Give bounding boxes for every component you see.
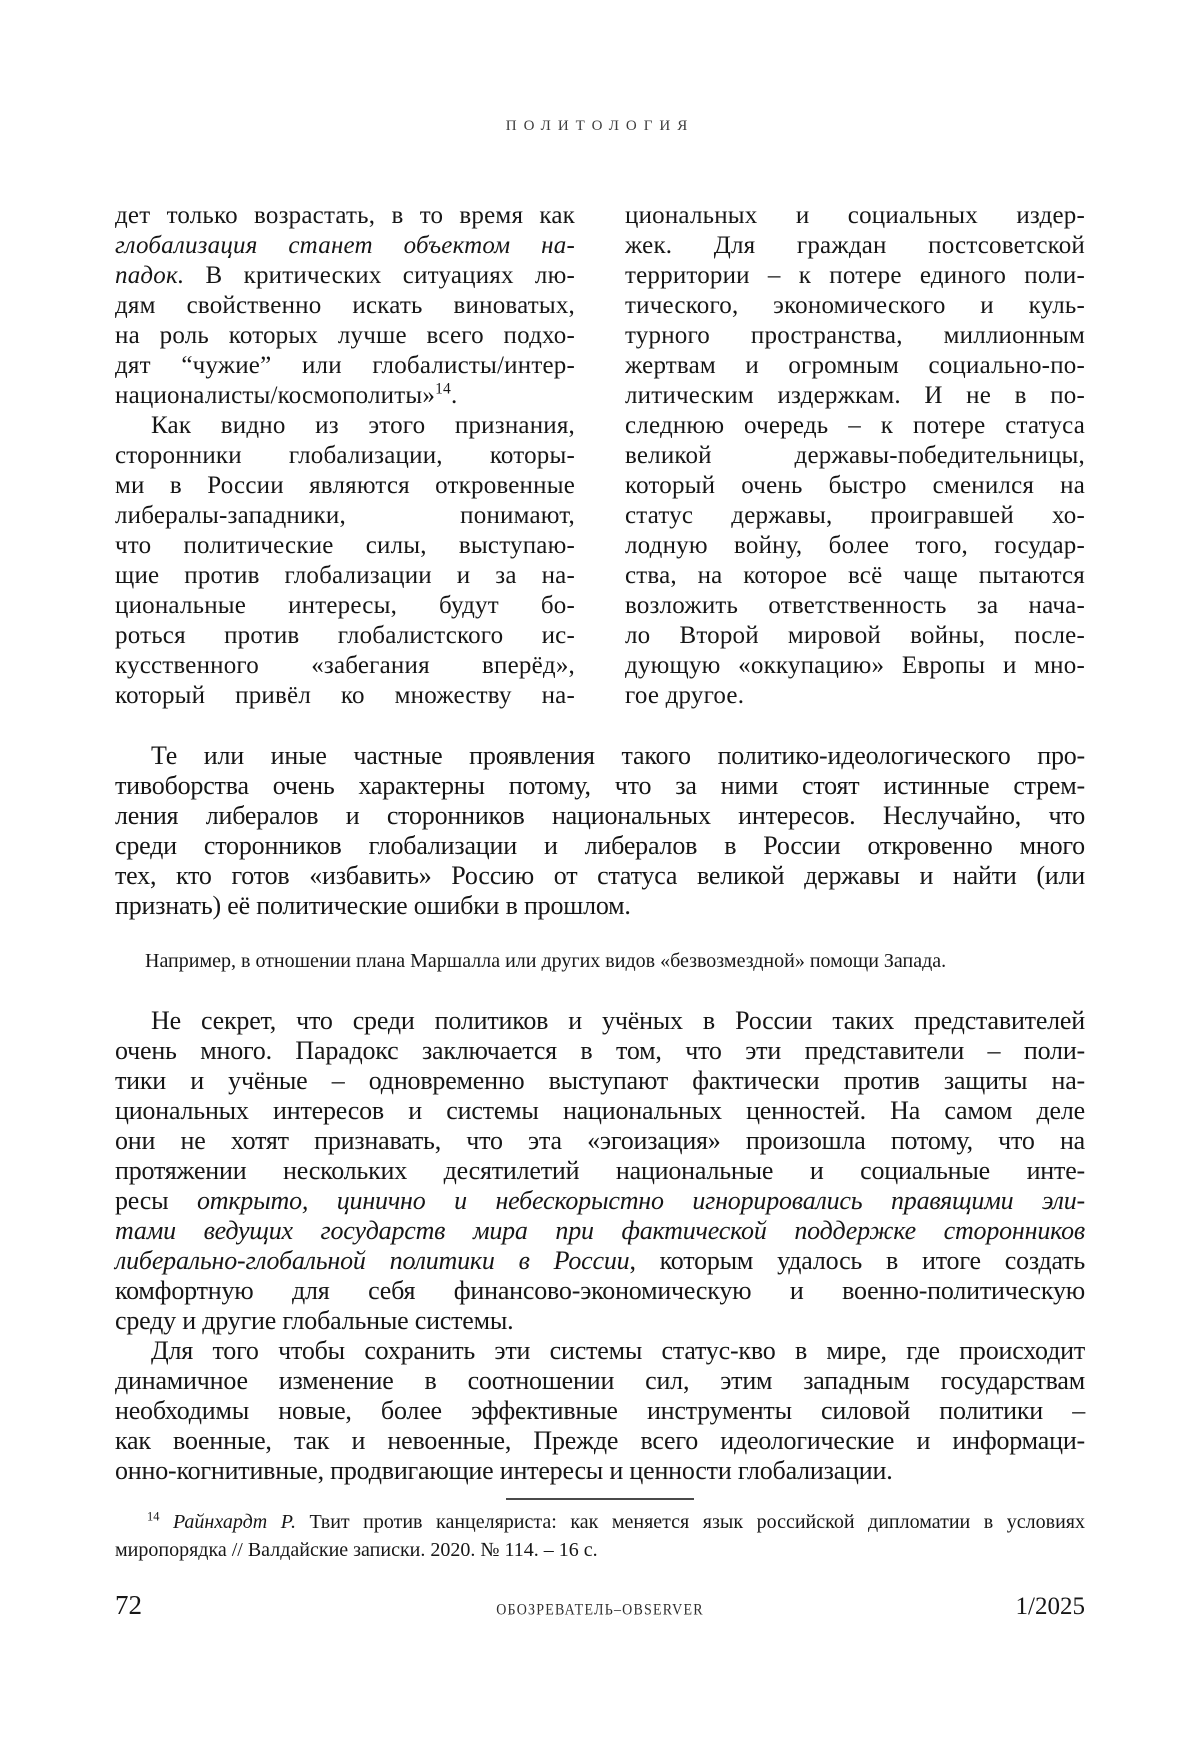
text-segment: националисты/космополиты» xyxy=(115,382,436,409)
text-line xyxy=(115,861,1085,891)
text-line xyxy=(115,1366,1085,1396)
text-line xyxy=(115,561,575,591)
text-segment: ления либералов и сторонников национальных интересов. Неслучайно, что xyxy=(115,801,1085,830)
text-line xyxy=(115,261,575,291)
text-line xyxy=(115,1096,1085,1126)
text-segment: онно-когнитивные, продвигающие интересы и ценности глобализации. xyxy=(115,1456,893,1485)
text-segment: протяжении нескольких десятилетий национальные и социальные инте- xyxy=(115,1156,1085,1185)
text-segment: территории – к потере единого поли- xyxy=(625,262,1085,289)
text-line xyxy=(115,1426,1085,1456)
text-segment: падок. xyxy=(115,262,185,289)
text-line xyxy=(115,531,575,561)
text-segment: сторонники глобализации, которы- xyxy=(115,442,575,469)
text-segment: комфортную для себя финансово-экономическую и военно-политическую xyxy=(115,1276,1085,1305)
text-segment: среду и другие глобальные системы. xyxy=(115,1306,514,1335)
text-segment: Райнхардт Р. xyxy=(172,1511,296,1533)
text-line xyxy=(115,351,575,381)
text-segment: открыто, цинично и небескорыстно игнорировались правящими эли- xyxy=(196,1186,1085,1215)
text-line xyxy=(115,321,575,351)
text-segment: следнюю очередь – к потере статуса xyxy=(625,412,1085,439)
text-line xyxy=(115,201,575,231)
text-segment: глобализация станет объектом на- xyxy=(115,232,575,259)
paragraph-1 xyxy=(115,741,1085,921)
text-segment: ресы xyxy=(115,1186,197,1215)
text-segment: циональные интересы, будут бо- xyxy=(115,592,575,619)
text-segment: дующую «оккупацию» Европы и мно- xyxy=(625,652,1085,679)
text-line xyxy=(625,621,1085,651)
page-number: 72 xyxy=(115,1590,142,1620)
text-segment: щие против глобализации и за на- xyxy=(115,562,575,589)
text-segment: Твит против канцеляриста: как меняется язык российской дипломатии в условиях xyxy=(295,1511,1085,1533)
text-line xyxy=(115,591,575,621)
text-line xyxy=(625,261,1085,291)
text-segment: тами ведущих государств мира при фактической поддержке сторонников xyxy=(115,1216,1085,1245)
text-segment: гое другое. xyxy=(625,682,745,709)
text-line xyxy=(625,681,1085,711)
text-line xyxy=(115,651,575,681)
text-segment: необходимы новые, более эффективные инструменты силовой политики – xyxy=(115,1396,1085,1425)
text-segment: который привёл ко множеству на- xyxy=(115,682,575,709)
text-line xyxy=(115,1306,1085,1336)
text-line xyxy=(115,1396,1085,1426)
text-segment: возложить ответственность за нача- xyxy=(625,592,1085,619)
text-line xyxy=(625,201,1085,231)
text-segment: , которым удалось в итоге создать xyxy=(629,1246,1085,1275)
text-line xyxy=(115,441,575,471)
text-line xyxy=(115,681,575,711)
text-line xyxy=(625,231,1085,261)
column-right xyxy=(625,201,1085,711)
text-line xyxy=(115,1036,1085,1066)
text-segment: ства, на которое всё чаще пытаются xyxy=(625,562,1085,589)
footnote xyxy=(115,1508,1085,1564)
text-segment: ми в России являются откровенные xyxy=(115,472,575,499)
journal-title: ОБОЗРЕВАТЕЛЬ–OBSERVER xyxy=(496,1601,704,1620)
page-footer xyxy=(115,1590,1085,1621)
text-line xyxy=(625,381,1085,411)
text-segment: Для того чтобы сохранить эти системы статус-кво в мире, где происходит xyxy=(151,1336,1085,1365)
text-segment: признать) её политические ошибки в прошлом. xyxy=(115,891,631,920)
text-segment: В критических ситуациях лю- xyxy=(184,262,575,289)
text-segment: Те или иные частные проявления такого политико-идеологического про- xyxy=(151,741,1085,770)
text-line xyxy=(115,1126,1085,1156)
text-line xyxy=(115,411,575,441)
text-segment: на роль которых лучше всего подхо- xyxy=(115,322,575,349)
text-line xyxy=(115,1508,1085,1536)
text-segment: либерально-глобальной политики в России xyxy=(115,1246,630,1275)
text-line xyxy=(115,741,1085,771)
text-line xyxy=(115,231,575,261)
text-line xyxy=(115,381,575,411)
text-segment: дет только возрастать, в то время как xyxy=(115,202,575,229)
text-segment: 14 xyxy=(147,1509,160,1524)
paragraph-2 xyxy=(115,1006,1085,1336)
text-line xyxy=(625,351,1085,381)
text-line xyxy=(115,891,1085,921)
text-segment: Как видно из этого признания, xyxy=(151,412,575,439)
text-segment xyxy=(159,1511,173,1533)
text-segment: как военные, так и невоенные, Прежде всего идеологические и информаци- xyxy=(115,1426,1085,1455)
text-line xyxy=(115,1536,1085,1564)
text-segment: ло Второй мировой войны, после- xyxy=(625,622,1085,649)
text-segment: статус державы, проигравшей хо- xyxy=(625,502,1085,529)
text-segment: . xyxy=(451,382,458,409)
text-segment: роться против глобалистского ис- xyxy=(115,622,575,649)
text-segment: тики и учёные – одновременно выступают фактически против защиты на- xyxy=(115,1066,1085,1095)
text-segment: динамичное изменение в соотношении сил, этим западным государствам xyxy=(115,1366,1085,1395)
paragraph-3 xyxy=(115,1336,1085,1486)
text-segment: тического, экономического и куль- xyxy=(625,292,1085,319)
column-left xyxy=(115,201,575,711)
text-line xyxy=(115,1186,1085,1216)
text-line xyxy=(625,591,1085,621)
text-segment: Например, в отношении плана Маршалла или других видов «безвозмездной» помощи Запада. xyxy=(145,950,947,972)
inline-note xyxy=(115,949,1085,974)
text-segment: что политические силы, выступаю- xyxy=(115,532,575,559)
text-segment: лодную войну, более того, государ- xyxy=(625,532,1085,559)
text-line xyxy=(115,1066,1085,1096)
text-segment: дям свойственно искать виноватых, xyxy=(115,292,575,319)
footnote-separator xyxy=(506,1498,694,1500)
text-line xyxy=(115,1006,1085,1036)
text-segment: миропорядка // Валдайские записки. 2020. № 114. – 16 с. xyxy=(115,1539,598,1561)
text-line xyxy=(115,1156,1085,1186)
text-line xyxy=(625,561,1085,591)
issue-number: 1/2025 xyxy=(1015,1593,1085,1620)
text-segment: они не хотят признавать, что эта «эгоизация» произошла потому, что на xyxy=(115,1126,1085,1155)
text-segment: либералы-западники, понимают, xyxy=(115,502,575,529)
text-segment: очень много. Парадокс заключается в том, что эти представители – поли- xyxy=(115,1036,1085,1065)
text-segment: среди сторонников глобализации и либералов в России откровенно много xyxy=(115,831,1085,860)
text-line xyxy=(625,321,1085,351)
text-segment: жертвам и огромным социально-по- xyxy=(625,352,1085,379)
text-line xyxy=(115,1276,1085,1306)
text-segment: тивоборства очень характерны потому, что за ними стоят истинные стрем- xyxy=(115,771,1085,800)
text-segment: великой державы-победительницы, xyxy=(625,442,1085,469)
text-segment: дят “чужие” или глобалисты/интер- xyxy=(115,352,575,379)
text-line xyxy=(115,1336,1085,1366)
two-column-text xyxy=(115,201,1085,711)
text-line xyxy=(115,1246,1085,1276)
text-segment: 14 xyxy=(435,380,451,398)
text-line xyxy=(625,441,1085,471)
text-line xyxy=(115,1456,1085,1486)
text-line xyxy=(625,291,1085,321)
text-line xyxy=(115,1216,1085,1246)
text-line xyxy=(625,651,1085,681)
text-line xyxy=(625,411,1085,441)
text-segment: Не секрет, что среди политиков и учёных в России таких представителей xyxy=(151,1006,1085,1035)
text-line xyxy=(115,771,1085,801)
text-segment: циональных интересов и системы национальных ценностей. На самом деле xyxy=(115,1096,1085,1125)
text-segment: который очень быстро сменился на xyxy=(625,472,1085,499)
text-segment: тех, кто готов «избавить» Россию от статуса великой державы и найти (или xyxy=(115,861,1085,890)
text-line xyxy=(115,949,1085,974)
text-line xyxy=(115,471,575,501)
text-segment: жек. Для граждан постсоветской xyxy=(625,232,1085,259)
text-line xyxy=(115,801,1085,831)
text-line xyxy=(115,291,575,321)
text-line xyxy=(115,621,575,651)
text-line xyxy=(625,531,1085,561)
text-segment: литическим издержкам. И не в по- xyxy=(625,382,1085,409)
text-segment: кусственного «забегания вперёд», xyxy=(115,652,575,679)
text-line xyxy=(625,471,1085,501)
text-segment: турного пространства, миллионным xyxy=(625,322,1085,349)
text-line xyxy=(115,501,575,531)
text-line xyxy=(625,501,1085,531)
text-line xyxy=(115,831,1085,861)
running-head: ПОЛИТОЛОГИЯ xyxy=(505,118,695,134)
text-segment: циональных и социальных издер- xyxy=(625,202,1085,229)
